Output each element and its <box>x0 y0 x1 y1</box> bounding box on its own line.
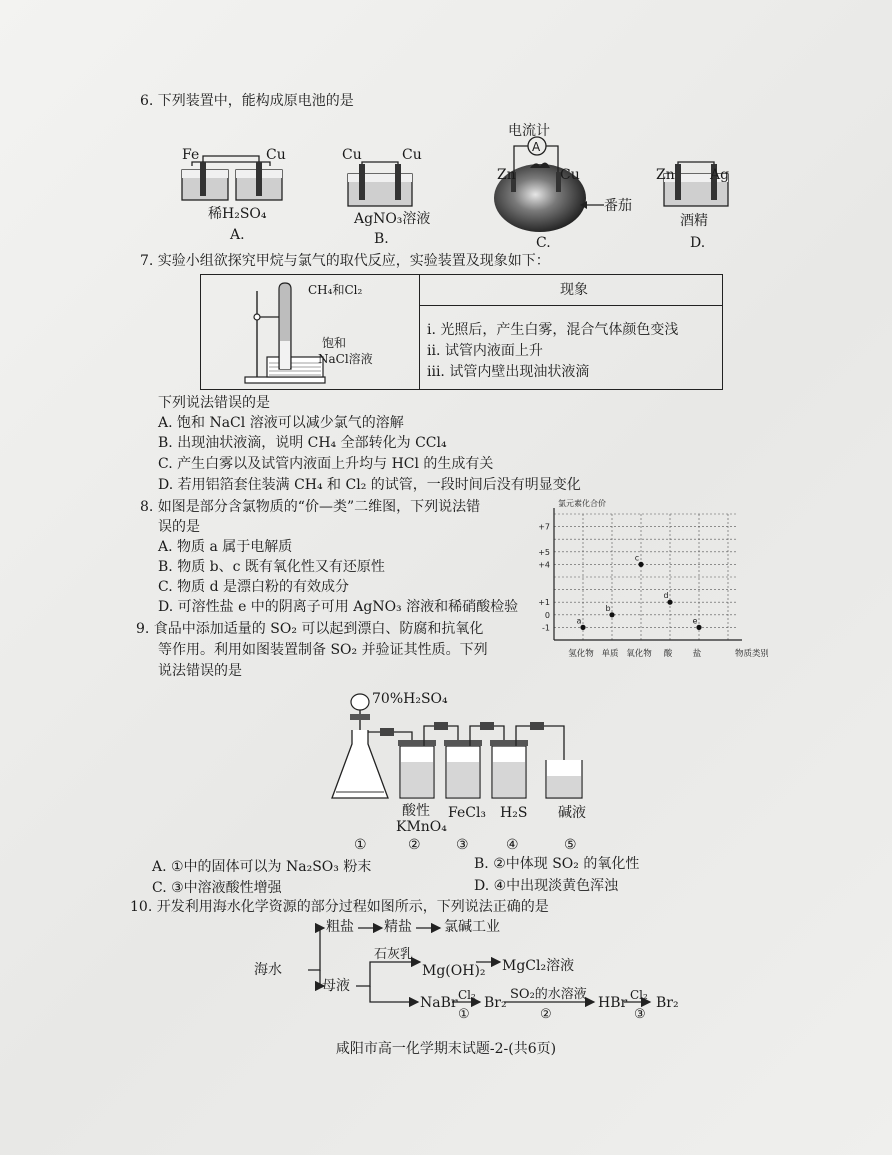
q7-phenomenon-3: iii. 试管内壁出现油状液滴 <box>427 364 590 380</box>
chart-point-d <box>667 600 672 605</box>
q10-mgoh2: Mg(OH)₂ <box>422 963 486 979</box>
q6-b-solution: AgNO₃溶液 <box>354 211 431 227</box>
q8-option-d: D. 可溶性盐 e 中的阴离子可用 AgNO₃ 溶液和稀硝酸检验 <box>158 599 519 615</box>
q7-phenomenon-1: i. 光照后，产生白雾，混合气体颜色变浅 <box>427 322 679 338</box>
q7-question: 下列说法错误的是 <box>158 395 270 411</box>
q9-acid-label: 70%H₂SO₄ <box>372 691 448 707</box>
q7-liquid-label-2: NaCl溶液 <box>318 352 373 366</box>
q7-stem: 7. 实验小组欲探究甲烷与氯气的取代反应，实验装置及现象如下： <box>140 253 550 269</box>
q10-cl2-b: Cl₂ <box>630 988 648 1002</box>
q9-option-a: A. ①中的固体可以为 Na₂SO₃ 粉末 <box>152 859 372 875</box>
q7-liquid-label-1: 饱和 <box>322 336 347 350</box>
q10-chlor-alkali: 氯碱工业 <box>444 919 500 935</box>
q6-c-label: C. <box>536 235 551 251</box>
q7-option-d: D. 若用铝箔套住装满 CH₄ 和 Cl₂ 的试管，一段时间后没有明显变化 <box>158 477 581 493</box>
q6-b-right-electrode: Cu <box>402 147 422 163</box>
chart-y-tick-label: +5 <box>538 547 550 557</box>
q6-c-left-electrode: Zn <box>497 167 516 183</box>
chart-y-tick-label: +1 <box>538 598 550 608</box>
q10-mother-liquor: 母液 <box>322 978 350 994</box>
q8-option-a: A. 物质 a 属于电解质 <box>158 539 293 555</box>
chart-point-label-a: a <box>576 616 582 626</box>
q6-a-solution: 稀H₂SO₄ <box>208 206 267 222</box>
q6-b-left-electrode: Cu <box>342 147 362 163</box>
q6-a-left-electrode: Fe <box>182 147 200 163</box>
q10-hbr: HBr <box>598 995 628 1011</box>
q6-a-right-electrode: Cu <box>266 147 286 163</box>
q9-bottle-2-num: ② <box>408 837 421 853</box>
q9-bottle-5-num: ⑤ <box>564 837 577 853</box>
chart-point-e <box>696 625 701 630</box>
q6-c-meter-label: 电流计 <box>508 123 550 139</box>
q10-so2-solution: SO₂的水溶液 <box>510 987 587 1002</box>
chart-y-tick-label: +4 <box>538 560 550 570</box>
chart-x-tick-label: 氧化物 <box>626 649 652 659</box>
q9-bottle-2-reagent-1: 酸性 <box>402 803 430 819</box>
q9-bottle-5-reagent: 碱液 <box>558 805 586 821</box>
q9-bottle-3-num: ③ <box>456 837 469 853</box>
q7-phenomenon-2: ii. 试管内液面上升 <box>427 343 543 359</box>
q6-a-label: A. <box>230 227 245 243</box>
q7-option-b: B. 出现油状液滴，说明 CH₄ 全部转化为 CCl₄ <box>158 435 447 451</box>
q8-stem-2: 误的是 <box>158 519 200 535</box>
q10-br2-a: Br₂ <box>484 995 507 1011</box>
q7-table <box>200 274 723 390</box>
q8-option-b: B. 物质 b、c 既有氧化性又有还原性 <box>158 559 385 575</box>
q8-stem-1: 8. 如图是部分含氯物质的“价—类”二维图，下列说法错 <box>140 499 481 515</box>
chart-point-a <box>580 625 585 630</box>
page-footer: 咸阳市高一化学期末试题-2-(共6页) <box>335 1041 557 1057</box>
q6-c-arrow-icon <box>578 199 606 211</box>
q7-option-c: C. 产生白雾以及试管内液面上升均与 HCl 的生成有关 <box>158 456 494 472</box>
q10-refined-salt: 精盐 <box>384 919 412 935</box>
q9-option-d: D. ④中出现淡黄色浑浊 <box>474 878 619 894</box>
chart-point-label-e: e <box>692 616 698 626</box>
q10-stem: 10. 开发利用海水化学资源的部分过程如图所示，下列说法正确的是 <box>130 899 549 915</box>
q6-c-tomato-cell-icon <box>492 136 592 236</box>
q9-stem-1: 9. 食品中添加适量的 SO₂ 可以起到漂白、防腐和抗氧化 <box>136 621 484 637</box>
q9-bottle-4-num: ④ <box>506 837 519 853</box>
q6-d-label: D. <box>690 235 706 251</box>
q9-bottle-2-reagent-2: KMnO₄ <box>396 819 447 835</box>
chart-x-axis-label: 物质类别 <box>734 649 768 659</box>
q9-bottle-4-reagent: H₂S <box>500 805 528 821</box>
chart-x-tick-label: 酸 <box>663 649 673 659</box>
q8-option-c: C. 物质 d 是漂白粉的有效成分 <box>158 579 349 595</box>
q10-step-3: ③ <box>634 1007 646 1022</box>
chart-point-label-b: b <box>605 603 611 613</box>
q9-stem-2: 等作用。利用如图装置制备 SO₂ 并验证其性质。下列 <box>158 642 488 658</box>
chart-x-tick-label: 氢化物 <box>568 649 594 659</box>
q10-step-1: ① <box>458 1007 470 1022</box>
q10-br2-b: Br₂ <box>656 995 679 1011</box>
q7-option-a: A. 饱和 NaCl 溶液可以减少氯气的溶解 <box>158 415 404 431</box>
q10-seawater: 海水 <box>254 962 282 978</box>
chart-y-axis-label: 氯元素化合价 <box>558 499 606 508</box>
q9-bottle-1-num: ① <box>354 837 367 853</box>
chart-x-tick-label: 单质 <box>601 649 619 659</box>
q9-option-c: C. ③中溶液酸性增强 <box>152 880 282 896</box>
q6-d-solution: 酒精 <box>680 213 708 229</box>
chart-point-b <box>609 612 614 617</box>
q10-mgcl2: MgCl₂溶液 <box>502 958 575 974</box>
q9-bottle-3-reagent: FeCl₃ <box>448 805 487 821</box>
q6-b-apparatus-icon <box>340 160 420 212</box>
chart-point-c <box>638 562 643 567</box>
chart-point-label-c: c <box>634 553 640 563</box>
chart-y-tick-label: -1 <box>542 623 550 633</box>
q6-d-left-electrode: Zn <box>656 167 675 183</box>
q6-stem: 6. 下列装置中，能构成原电池的是 <box>140 93 354 109</box>
q7-table-divider <box>419 275 420 389</box>
q7-gas-label: CH₄和Cl₂ <box>308 283 363 297</box>
chart-y-tick-label: 0 <box>544 610 550 620</box>
q10-cl2-a: Cl₂ <box>458 988 476 1002</box>
q9-option-b: B. ②中体现 SO₂ 的氧化性 <box>474 856 640 872</box>
chart-y-tick-label: +7 <box>538 522 550 532</box>
q9-stem-3: 说法错误的是 <box>158 663 242 679</box>
q6-c-fruit-label: 番茄 <box>604 198 632 214</box>
q10-lime-milk: 石灰乳 <box>374 947 414 962</box>
q7-table-header-line <box>420 305 722 306</box>
valence-class-chart <box>532 496 768 666</box>
q6-c-ammeter-symbol: A <box>532 140 541 154</box>
q6-b-label: B. <box>374 231 389 247</box>
q7-table-header: 现象 <box>560 282 588 298</box>
q9-apparatus-icon <box>324 686 624 806</box>
q6-c-right-electrode: Cu <box>560 167 580 183</box>
chart-x-tick-label: 盐 <box>692 649 702 659</box>
q10-nabr: NaBr <box>420 995 458 1011</box>
chart-point-label-d: d <box>663 591 669 601</box>
q10-crude-salt: 粗盐 <box>326 919 354 935</box>
q6-d-right-electrode: Ag <box>710 167 730 183</box>
q8-chart <box>532 496 768 666</box>
q10-step-2: ② <box>540 1007 552 1022</box>
